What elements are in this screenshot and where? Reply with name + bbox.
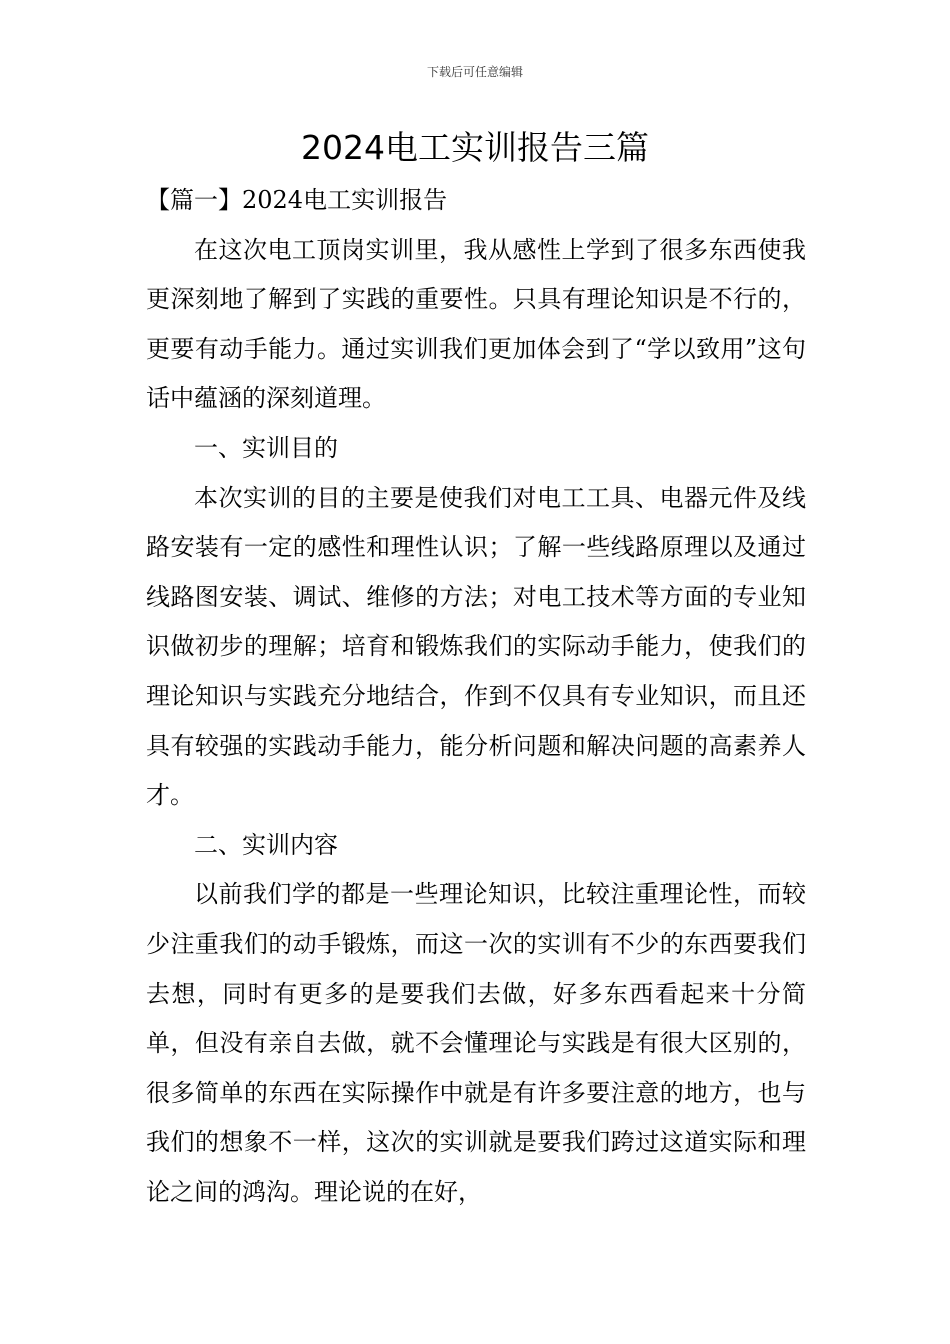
intro-paragraph: 在这次电工顶岗实训里，我从感性上学到了很多东西使我更深刻地了解到了实践的重要性。只具有理论知识是不行的，更要有动手能力。通过实训我们更加体会到了“学以致用”这句话中蕴涵的深刻道理。 bbox=[146, 235, 806, 413]
section-heading-purpose: 一、实训目的 bbox=[194, 433, 338, 462]
document-title: 2024电工实训报告三篇 bbox=[301, 128, 649, 167]
header-note: 下载后可任意编辑 bbox=[426, 65, 523, 79]
part-heading: 【篇一】2024电工实训报告 bbox=[146, 186, 448, 214]
content-paragraph: 以前我们学的都是一些理论知识，比较注重理论性，而较少注重我们的动手锻炼，而这一次的实训有不少的东西要我们去想，同时有更多的是要我们去做，好多东西看起来十分简单，但没有亲自去做，就不会懂理论与实践是有很大区别的，很多简单的东西在实际操作中就是有许多要注意的地方，也与我们的想象不一样，这次的实训就是要我们跨过这道实际和理论之间的鸿沟。理论说的在好， bbox=[146, 880, 806, 1206]
document-body bbox=[146, 176, 806, 1217]
purpose-paragraph: 本次实训的目的主要是使我们对电工工具、电器元件及线路安装有一定的感性和理性认识；了解一些线路原理以及通过线路图安装、调试、维修的方法；对电工技术等方面的专业知识做初步的理解；培育和锻炼我们的实际动手能力，使我们的理论知识与实践充分地结合，作到不仅具有专业知识，而且还具有较强的实践动手能力，能分析问题和解决问题的高素养人才。 bbox=[146, 483, 806, 810]
section-heading-content: 二、实训内容 bbox=[194, 830, 338, 859]
